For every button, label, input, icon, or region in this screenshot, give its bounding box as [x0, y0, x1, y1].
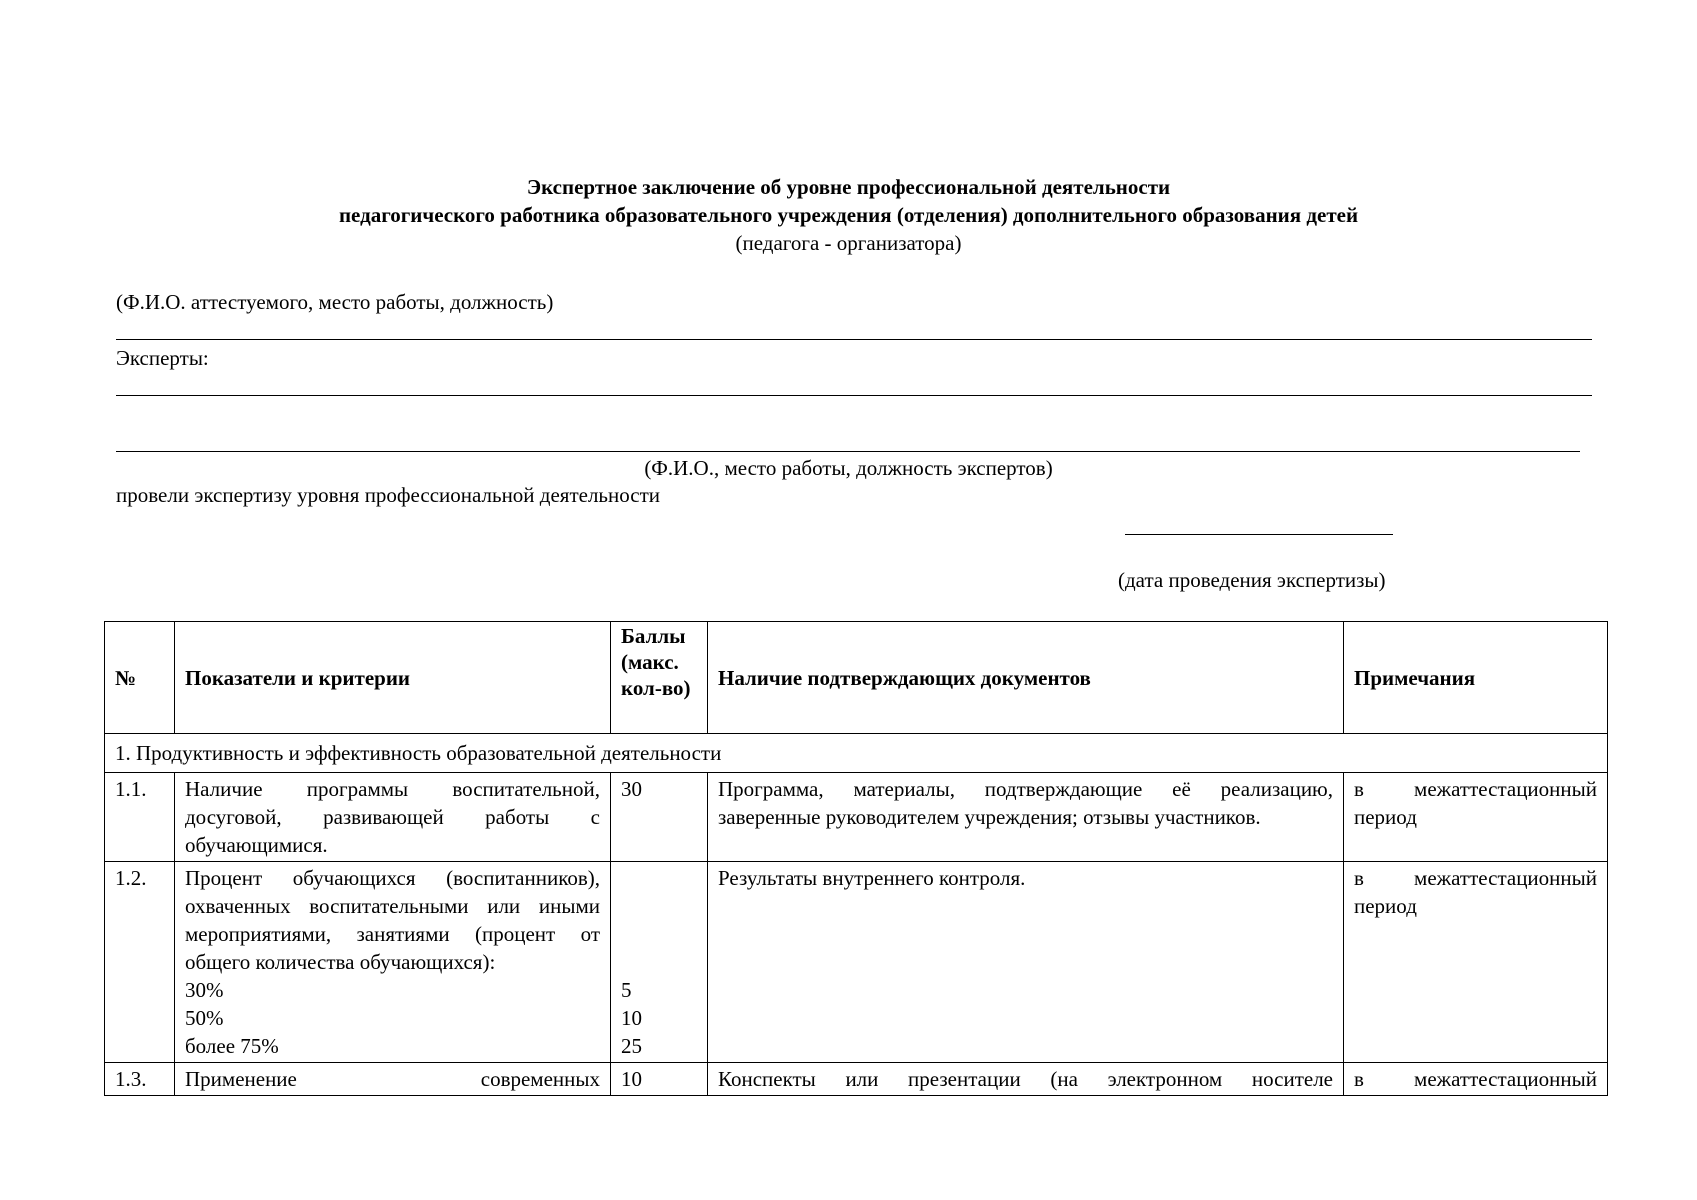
level-label: 30%: [185, 978, 224, 1002]
row-num: 1.2.: [105, 862, 175, 1063]
date-caption: (дата проведения экспертизы): [1118, 568, 1386, 592]
row-documents: Результаты внутреннего контроля.: [708, 862, 1344, 1063]
table-row: [105, 773, 1608, 862]
date-line: [1125, 534, 1393, 535]
row-points: 30: [611, 773, 708, 862]
experts-line-2: [116, 451, 1580, 452]
document-title-line-1: Экспертное заключение об уровне профессиональной деятельности: [526, 175, 1171, 199]
section-row: [105, 734, 1608, 773]
evaluation-table: [104, 621, 1608, 1096]
row-criteria: Процент обучающихся (воспитанников), охваченных воспитательными или иными мероприятиями, занятиями (процент от общего количества обучающихся):: [185, 866, 600, 974]
level-label: 50%: [185, 1006, 224, 1030]
attestee-label: (Ф.И.О. аттестуемого, место работы, должность): [116, 290, 554, 314]
row-notes-cell: [1344, 1063, 1608, 1096]
table-row: [105, 1063, 1608, 1096]
row-documents-cell: [708, 1063, 1344, 1096]
header-criteria: Показатели и критерии: [175, 622, 611, 734]
row-criteria-cell: [175, 1063, 611, 1096]
row-points: 10: [611, 1063, 708, 1096]
row-num: 1.3.: [105, 1063, 175, 1096]
row-notes: в межаттестационный период: [1344, 773, 1608, 862]
experts-caption: (Ф.И.О., место работы, должность экспертов): [644, 456, 1053, 480]
table-header-row: [105, 622, 1608, 734]
header-points: Баллы (макс. кол-во): [611, 622, 708, 734]
attestee-line: [116, 339, 1592, 340]
row-num: 1.1.: [105, 773, 175, 862]
row-documents: Конспекты или презентации (на электронном носителе: [718, 1067, 1333, 1091]
experts-line-1: [116, 395, 1592, 396]
row-criteria: Наличие программы воспитательной, досуговой, развивающей работы с обучающимися.: [175, 773, 611, 862]
row-criteria-cell: [175, 862, 611, 1063]
conducted-text: провели экспертизу уровня профессиональной деятельности: [116, 483, 661, 507]
level-points: 10: [621, 1006, 642, 1030]
header-documents: Наличие подтверждающих документов: [708, 622, 1344, 734]
level-points: 25: [621, 1034, 642, 1058]
header-num: №: [105, 622, 175, 734]
section-title: 1. Продуктивность и эффективность образовательной деятельности: [105, 734, 1608, 773]
table-row: [105, 862, 1608, 1063]
row-notes: в межаттестационный период: [1344, 862, 1608, 1063]
level-label: более 75%: [185, 1034, 279, 1058]
header-notes: Примечания: [1344, 622, 1608, 734]
row-documents: Программа, материалы, подтверждающие её реализацию, заверенные руководителем учреждения; отзывы участников.: [708, 773, 1344, 862]
row-notes: в межаттестационный: [1354, 1067, 1597, 1091]
experts-label: Эксперты:: [116, 346, 209, 370]
document-subtitle: (педагога - организатора): [735, 231, 962, 255]
row-criteria: Применение современных: [185, 1067, 600, 1091]
document-title-line-2: педагогического работника образовательного учреждения (отделения) дополнительного образования детей: [338, 203, 1359, 227]
row-points-cell: [611, 862, 708, 1063]
level-points: 5: [621, 978, 632, 1002]
